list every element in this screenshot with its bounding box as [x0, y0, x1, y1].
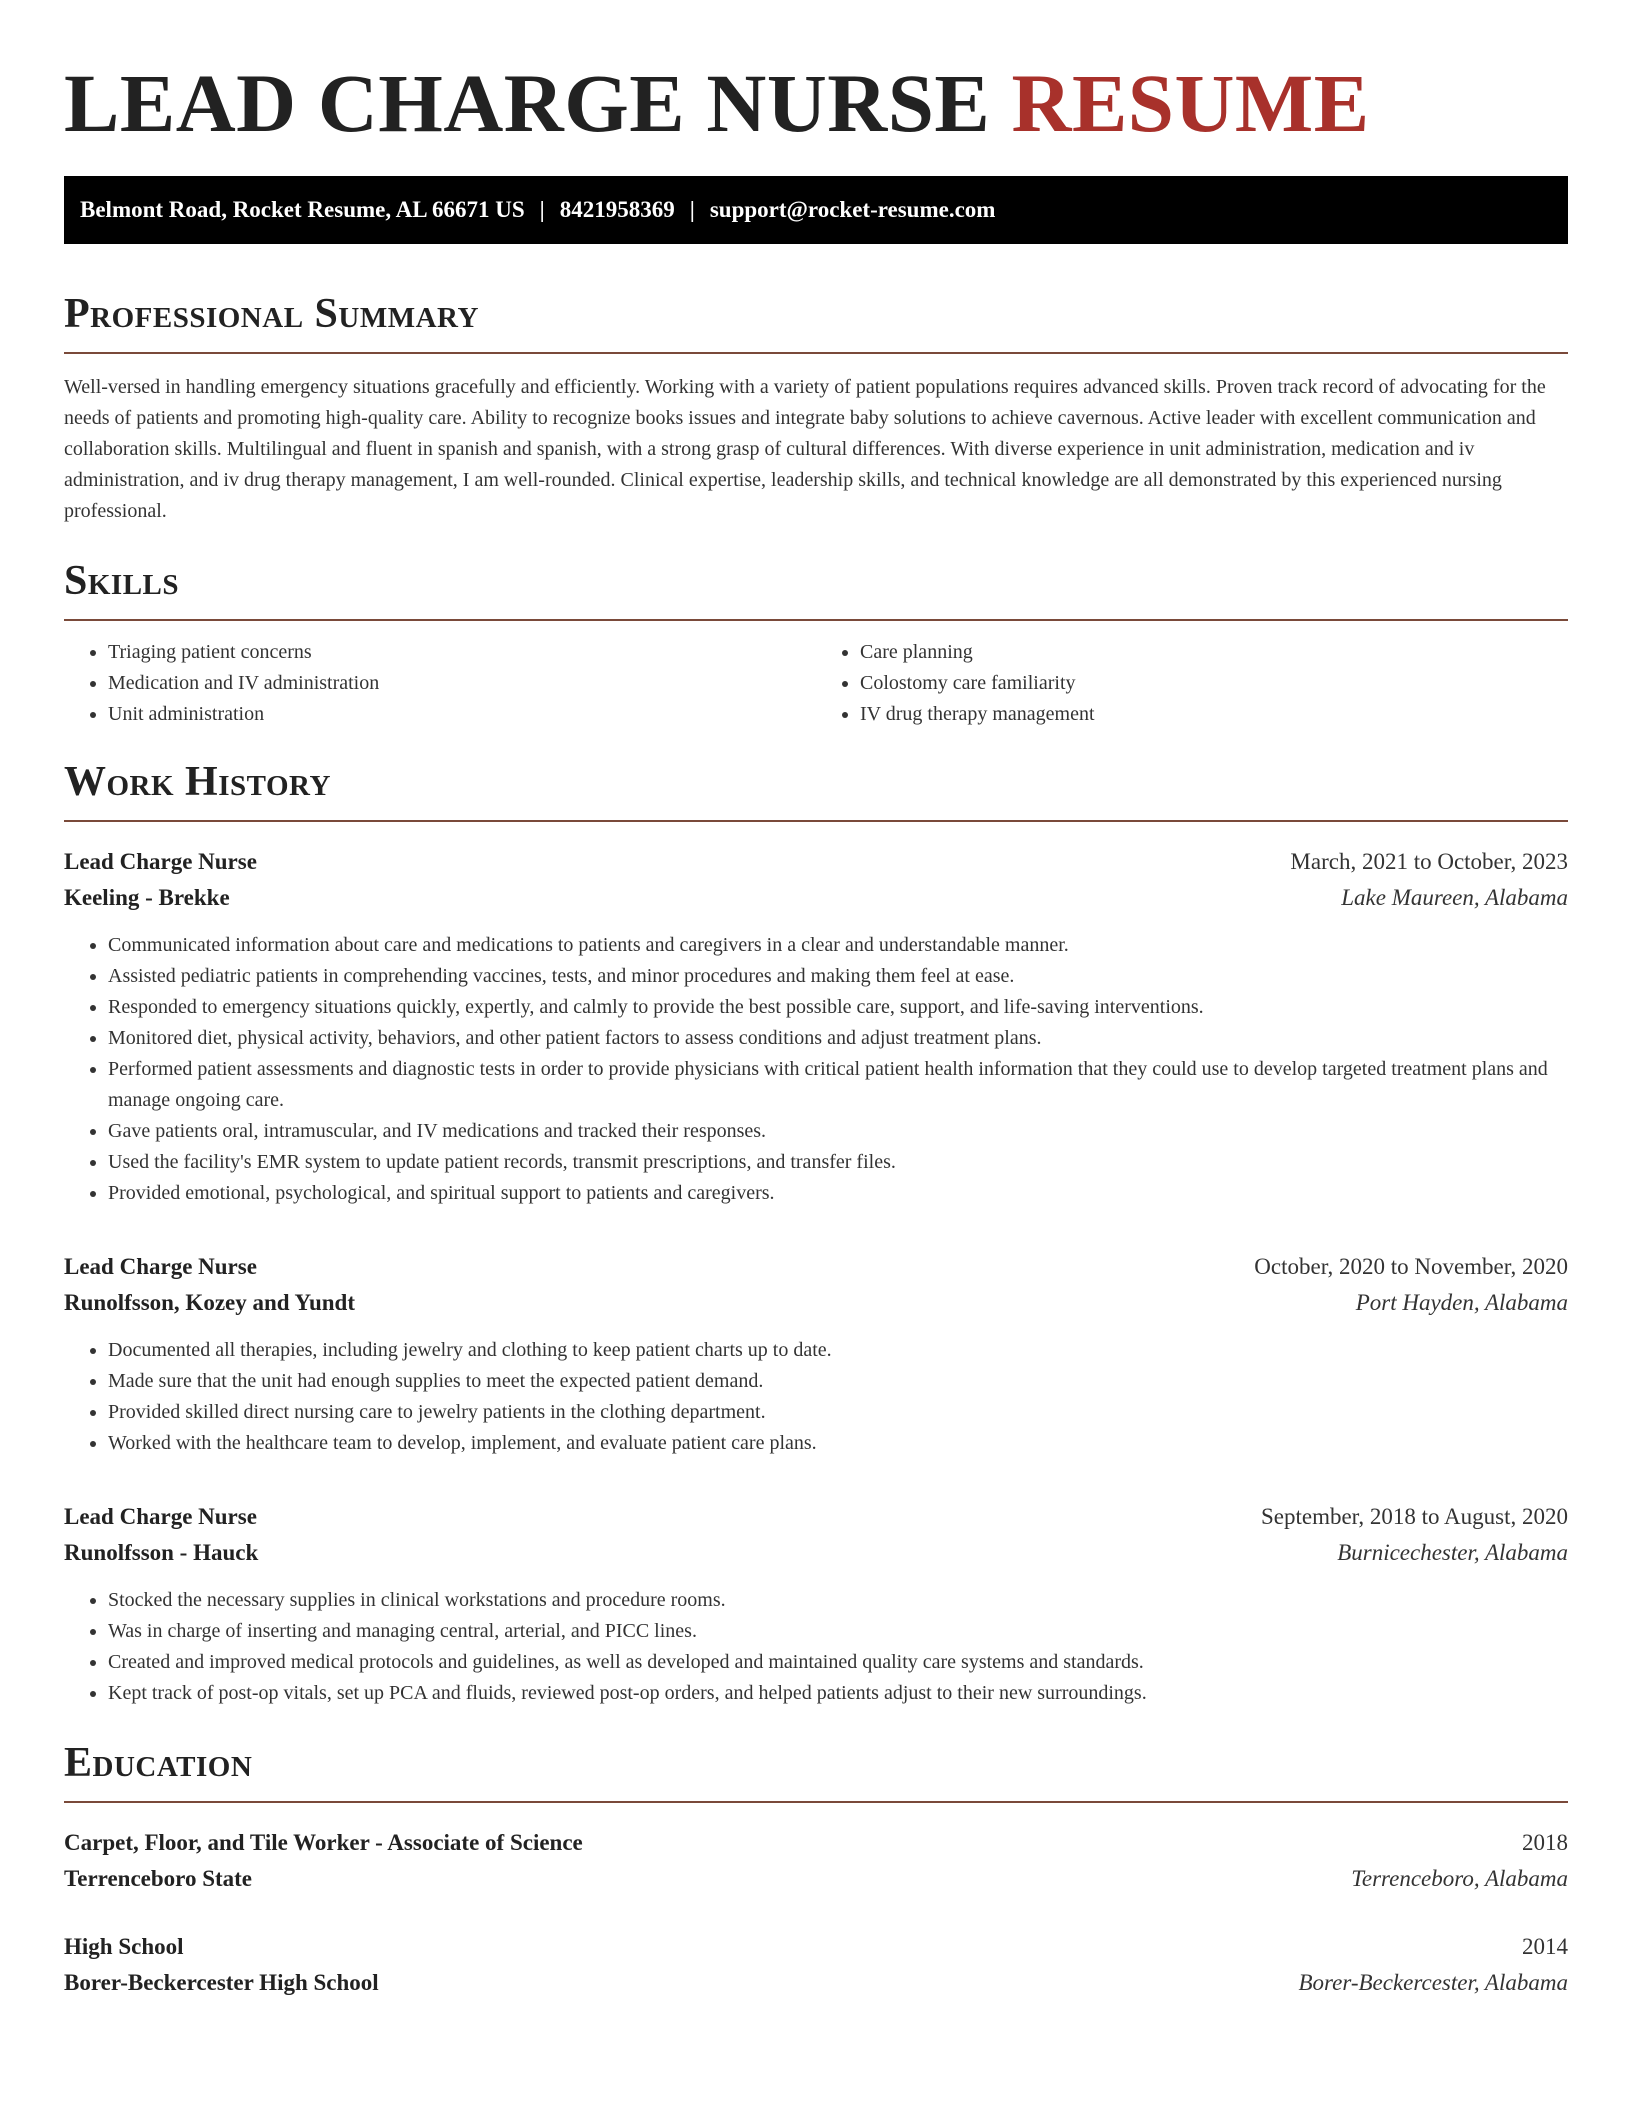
- job-dates: September, 2018 to August, 2020: [1260, 1504, 1568, 1529]
- job-title: Lead Charge Nurse: [64, 849, 257, 874]
- job-location: Burnicechester, Alabama: [1337, 1540, 1568, 1565]
- education-degree: Carpet, Floor, and Tile Worker - Associate of Science: [64, 1830, 583, 1855]
- contact-email: support@rocket-resume.com: [709, 197, 996, 222]
- title-main: LEAD CHARGE NURSE: [64, 57, 991, 149]
- job-bullet: • Created and improved medical protocols and guidelines, as well as developed and maintained quality care systems and standards.: [108, 1647, 1568, 1678]
- job-location: Port Hayden, Alabama: [1355, 1290, 1568, 1315]
- contact-bar: [64, 176, 1568, 244]
- section-divider: [64, 352, 1568, 354]
- work-heading: Work History: [64, 759, 331, 805]
- job-entry: [64, 1499, 1568, 1709]
- job-dates: October, 2020 to November, 2020: [1254, 1254, 1568, 1279]
- job-bullet: • Provided emotional, psychological, and spiritual support to patients and caregivers.: [108, 1178, 1568, 1209]
- skill-item: • IV drug therapy management: [860, 699, 1568, 730]
- education-entry: [64, 1825, 1568, 1897]
- job-bullet: • Assisted pediatric patients in comprehending vaccines, tests, and minor procedures and making them feel at ease.: [108, 961, 1568, 992]
- education-year: 2014: [1522, 1934, 1568, 1959]
- job-location: Lake Maureen, Alabama: [1341, 885, 1568, 910]
- job-bullet: • Provided skilled direct nursing care to jewelry patients in the clothing department.: [108, 1397, 1568, 1428]
- job-bullet: • Was in charge of inserting and managing central, arterial, and PICC lines.: [108, 1616, 1568, 1647]
- skills-column-right: [816, 637, 1568, 730]
- job-entry: [64, 844, 1568, 1209]
- skill-item: • Triaging patient concerns: [108, 637, 816, 668]
- skills-column-left: [64, 637, 816, 730]
- job-bullet: • Stocked the necessary supplies in clinical workstations and procedure rooms.: [108, 1585, 1568, 1616]
- job-bullet: • Gave patients oral, intramuscular, and IV medications and tracked their responses.: [108, 1116, 1568, 1147]
- education-year: 2018: [1522, 1830, 1568, 1855]
- resume-title: [64, 58, 1568, 148]
- contact-separator: |: [539, 197, 545, 222]
- contact-separator: |: [689, 197, 695, 222]
- section-divider: [64, 820, 1568, 822]
- job-bullet: • Kept track of post-op vitals, set up PCA and fluids, reviewed post-op orders, and helped patients adjust to their new surroundings.: [108, 1678, 1568, 1709]
- job-title: Lead Charge Nurse: [64, 1254, 257, 1279]
- job-dates: March, 2021 to October, 2023: [1290, 849, 1568, 874]
- education-heading: Education: [64, 1740, 253, 1786]
- summary-heading: Professional Summary: [64, 291, 479, 337]
- job-bullet: • Responded to emergency situations quickly, expertly, and calmly to provide the best possible care, support, and life-saving interventions.: [108, 992, 1568, 1023]
- contact-address: Belmont Road, Rocket Resume, AL 66671 US: [80, 197, 525, 222]
- summary-text: Well-versed in handling emergency situations gracefully and efficiently. Working with a variety of patient populations requires advanced skills. Proven track record of advocating for the needs of patients and promoting high-quality care. Ability to recognize books issues and integrate baby solutions to achieve cavernous. Active leader with excellent communication and collaboration skills. Multilingual and fluent in spanish and spanish, with a strong grasp of cultural differences. With diverse experience in unit administration, medication and iv administration, and iv drug therapy management, I am well-rounded. Clinical expertise, leadership skills, and technical knowledge are all demonstrated by this experienced nursing professional.: [64, 376, 1546, 522]
- job-bullet: • Performed patient assessments and diagnostic tests in order to provide physicians with critical patient health information that they could use to develop targeted treatment plans and manage ongoing care.: [108, 1054, 1568, 1116]
- job-bullet: • Worked with the healthcare team to develop, implement, and evaluate patient care plans.: [108, 1428, 1568, 1459]
- skills-heading: Skills: [64, 558, 180, 604]
- section-divider: [64, 619, 1568, 621]
- section-divider: [64, 1801, 1568, 1803]
- skill-item: • Unit administration: [108, 699, 816, 730]
- job-bullets: [64, 930, 1568, 1209]
- skills-grid: [64, 637, 1568, 730]
- job-bullet: • Monitored diet, physical activity, behaviors, and other patient factors to assess conditions and adjust treatment plans.: [108, 1023, 1568, 1054]
- education-degree: High School: [64, 1934, 184, 1959]
- job-company: Runolfsson, Kozey and Yundt: [64, 1290, 356, 1315]
- job-company: Runolfsson - Hauck: [64, 1540, 259, 1565]
- skill-item: • Care planning: [860, 637, 1568, 668]
- contact-phone: 8421958369: [559, 197, 675, 222]
- job-company: Keeling - Brekke: [64, 885, 230, 910]
- job-bullet: • Used the facility's EMR system to update patient records, transmit prescriptions, and transfer files.: [108, 1147, 1568, 1178]
- education-location: Terrenceboro, Alabama: [1351, 1866, 1568, 1891]
- education-school: Terrenceboro State: [64, 1866, 253, 1891]
- job-bullet: • Communicated information about care and medications to patients and caregivers in a clear and understandable manner.: [108, 930, 1568, 961]
- job-title: Lead Charge Nurse: [64, 1504, 257, 1529]
- job-bullets: [64, 1335, 1568, 1459]
- job-bullets: [64, 1585, 1568, 1709]
- job-entry: [64, 1249, 1568, 1459]
- job-bullet: • Made sure that the unit had enough supplies to meet the expected patient demand.: [108, 1366, 1568, 1397]
- skill-item: • Medication and IV administration: [108, 668, 816, 699]
- title-accent: RESUME: [1011, 57, 1370, 149]
- education-school: Borer-Beckercester High School: [64, 1970, 379, 1995]
- education-location: Borer-Beckercester, Alabama: [1298, 1970, 1568, 1995]
- job-bullet: • Documented all therapies, including jewelry and clothing to keep patient charts up to date.: [108, 1335, 1568, 1366]
- skill-item: • Colostomy care familiarity: [860, 668, 1568, 699]
- education-entry: [64, 1929, 1568, 2001]
